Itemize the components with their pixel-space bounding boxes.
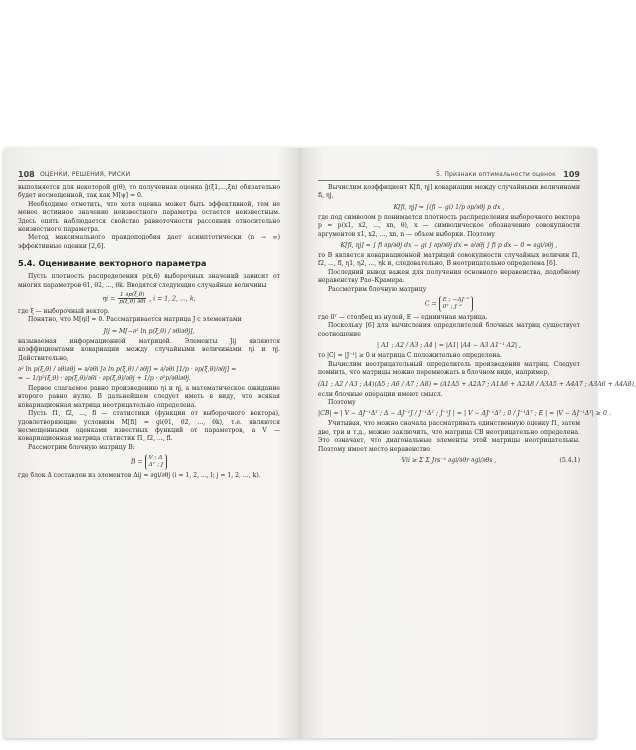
formula: Jij = M[−∂² ln p(ξ,θ) / ∂θi∂θj], bbox=[103, 327, 195, 335]
left-running-head bbox=[18, 168, 280, 181]
formula: K[fi, ηj] = ∫ fi ∂p/∂θj dx − gi ∫ ∂p/∂θj dx = ∂/∂θj ∫ fi p dx − 0 = ∂gi/∂θj , bbox=[340, 242, 558, 250]
formula: (A1 ; A2 / A3 ; A4)(A5 ; A6 / A7 ; A8) = (A1A5 + A2A7 ; A1A6 + A2A8 / A3A5 + A4A7 ; A3A6 + A4A8), bbox=[318, 380, 636, 388]
right-page bbox=[318, 148, 636, 738]
formula: Vii ≥ Σ Σ Jrs⁻¹ ∂gi/∂θr ∂gi/∂θs , (5.4.1) bbox=[401, 456, 580, 464]
paragraph: где блок Δ составлен из элементов Δij = ∂gi/∂θj (i = 1, 2, ..., l; j = 1, 2, ..., k). bbox=[18, 472, 261, 480]
paragraph: то |C| = |J⁻¹| ≥ 0 и матрица C положительно определена. bbox=[318, 352, 502, 360]
paragraph: где 0ᵀ — столбец из нулей, E — единичная матрица. bbox=[318, 314, 488, 322]
paragraph: то B является ковариационной матрицей совокупности случайных величин f1, f2, ..., fl, η1, η2, ..., ηk и, следовательно, B неотрицательно определена [6]. bbox=[318, 252, 580, 268]
right-page-body bbox=[318, 184, 636, 738]
formula: B = V ; Δ Δᵀ ; J bbox=[18, 454, 280, 470]
paragraph: Метод максимального правдоподобия дает асимптотически (n → ∞) эффективные оценки [2,6]. bbox=[18, 234, 280, 250]
paragraph: Первое слагаемое равно произведению ηi и ηj, а математическое ожидание второго равно нулю. В дальнейшем следует иметь в виду, что всякая ковариационная матрица неотрицательно определена. bbox=[18, 384, 280, 409]
paragraph: где под символом p понимается плотность распределения выборочного вектора p = p(x1, x2, ..., xn, θ), x — символическое обозначение совокупности аргументов x1, x2, ..., xn, n — объем выборки. Поэтому bbox=[318, 213, 580, 238]
formula: ηi = $\frac{1 \partial p(\xi,\theta)}{p(\xi,\theta) \partial\theta i}$ , i = 1, 2, ..., k, bbox=[102, 292, 196, 306]
paragraph: называемая информационной матрицей. Элементы Jij являются коэффициентами ковариации между случайными величинами ηi и ηj. Действительно, bbox=[18, 337, 280, 362]
formula: |CB| = | V − ΔJ⁻¹Δᵀ ; Δ − ΔJ⁻¹J / J⁻¹Δᵀ ; J⁻¹J | = | V − ΔJ⁻¹Δᵀ ; 0 / J⁻¹Δᵀ ; E | = |V − ΔJ⁻¹Δᵀ| ≥ 0 . bbox=[318, 410, 611, 418]
formula: | A1 ; A2 / A3 ; A4 | = |A1| |A4 − A3 A1⁻¹ A2| , bbox=[377, 342, 521, 350]
section-heading: 5.4. Оценивание векторного параметра bbox=[18, 258, 207, 269]
paragraph: Поэтому bbox=[328, 398, 356, 406]
paragraph: Поскольку [6] для вычисления определителей блочных матриц существует соотношение bbox=[318, 322, 580, 338]
paragraph: Учитывая, что можно сначала рассматривать единственную оценку f1, затем две, три и т.д., можно заключить, что матрица CB неотрицательно определена. Это означает, что диагональные элементы этой матрицы неотрицательны. Поэтому имеет место неравенство bbox=[318, 420, 580, 453]
paragraph: Вычислим коэффициент K[fi, ηj] ковариации между случайными величинами fi, ηj, bbox=[318, 184, 580, 200]
right-running-title: 5. Признаки оптимальности оценок bbox=[436, 171, 556, 178]
right-running-head bbox=[318, 168, 580, 181]
formula: ∂² ln p(ξ,θ) / ∂θi∂θj = ∂/∂θi [∂ ln p(ξ,θ) / ∂θj] = ∂/∂θi [1/p · ∂p(ξ,θ)/∂θj] = = − 1/p²(ξ,θ) · ∂p(ξ,θ)/∂θi · ∂p(ξ,θ)/∂θj + 1/p · ∂²p/∂θi∂θj. bbox=[18, 365, 237, 382]
paragraph: Рассмотрим блочную матрицу bbox=[328, 285, 427, 293]
left-page-number: 108 bbox=[18, 170, 35, 179]
right-page-number: 109 bbox=[563, 170, 580, 179]
paragraph: Пусть f1, f2, ..., fl — статистики (функции от выборочного вектора), удовлетворяющие условиям M[fi] = gi(θ1, θ2, ..., θk), т.е. являются несмещенными оценками известных функций от параметров, а V — ковариационная матрица статистик f1, f2, ..., fl. bbox=[18, 410, 280, 443]
paragraph: Пусть плотность распределения p(x,θ) выборочных значений зависит от многих параметров θ1, θ2, ..., θk. Вводятся следующие случайные величины bbox=[18, 273, 280, 289]
paragraph: Вычислим неотрицательный определитель произведения матриц. Следует помнить, что матрицы можно перемножать в блочном виде, например, bbox=[318, 360, 580, 377]
left-page bbox=[18, 148, 280, 738]
paragraph: где ξ — выборочный вектор. bbox=[18, 307, 110, 315]
paragraph: выполняется для некоторой g(θ), то полученная оценка ĝ(ξ1,...,ξn) обязательно будет несмещенной, так как M[ψ] = 0. bbox=[18, 184, 280, 200]
paragraph: Понятно, что M[ηi] = 0. Рассматривается матрица J с элементами bbox=[28, 316, 242, 324]
formula: K[fi, ηj] = ∫(fi − gi) 1/p ∂p/∂θj p dx , bbox=[393, 203, 505, 211]
equation-number: (5.4.1) bbox=[559, 456, 580, 464]
paragraph: Последний вывод важен для получения основного неравенства, подобному неравенству Рао–Крамера. bbox=[318, 268, 580, 285]
paragraph: если блочные операции имеют смысл. bbox=[318, 390, 443, 398]
formula: C = E ; −ΔJ⁻¹ 0ᵀ ; J⁻¹ bbox=[318, 296, 580, 312]
paragraph: Рассмотрим блочную матрицу B: bbox=[28, 443, 135, 451]
paragraph: Необходимо отметить, что хотя оценка может быть эффективной, тем не менее истинное значение неизвестного параметра остается неизвестным. Здесь опять наблюдается свойство равноточности рассеяния относительно неизвестного параметра. bbox=[18, 200, 280, 234]
book-spread bbox=[4, 148, 636, 738]
left-page-body bbox=[18, 184, 280, 738]
left-running-title: ОЦЕНКИ, РЕШЕНИЯ, РИСКИ bbox=[40, 171, 131, 178]
